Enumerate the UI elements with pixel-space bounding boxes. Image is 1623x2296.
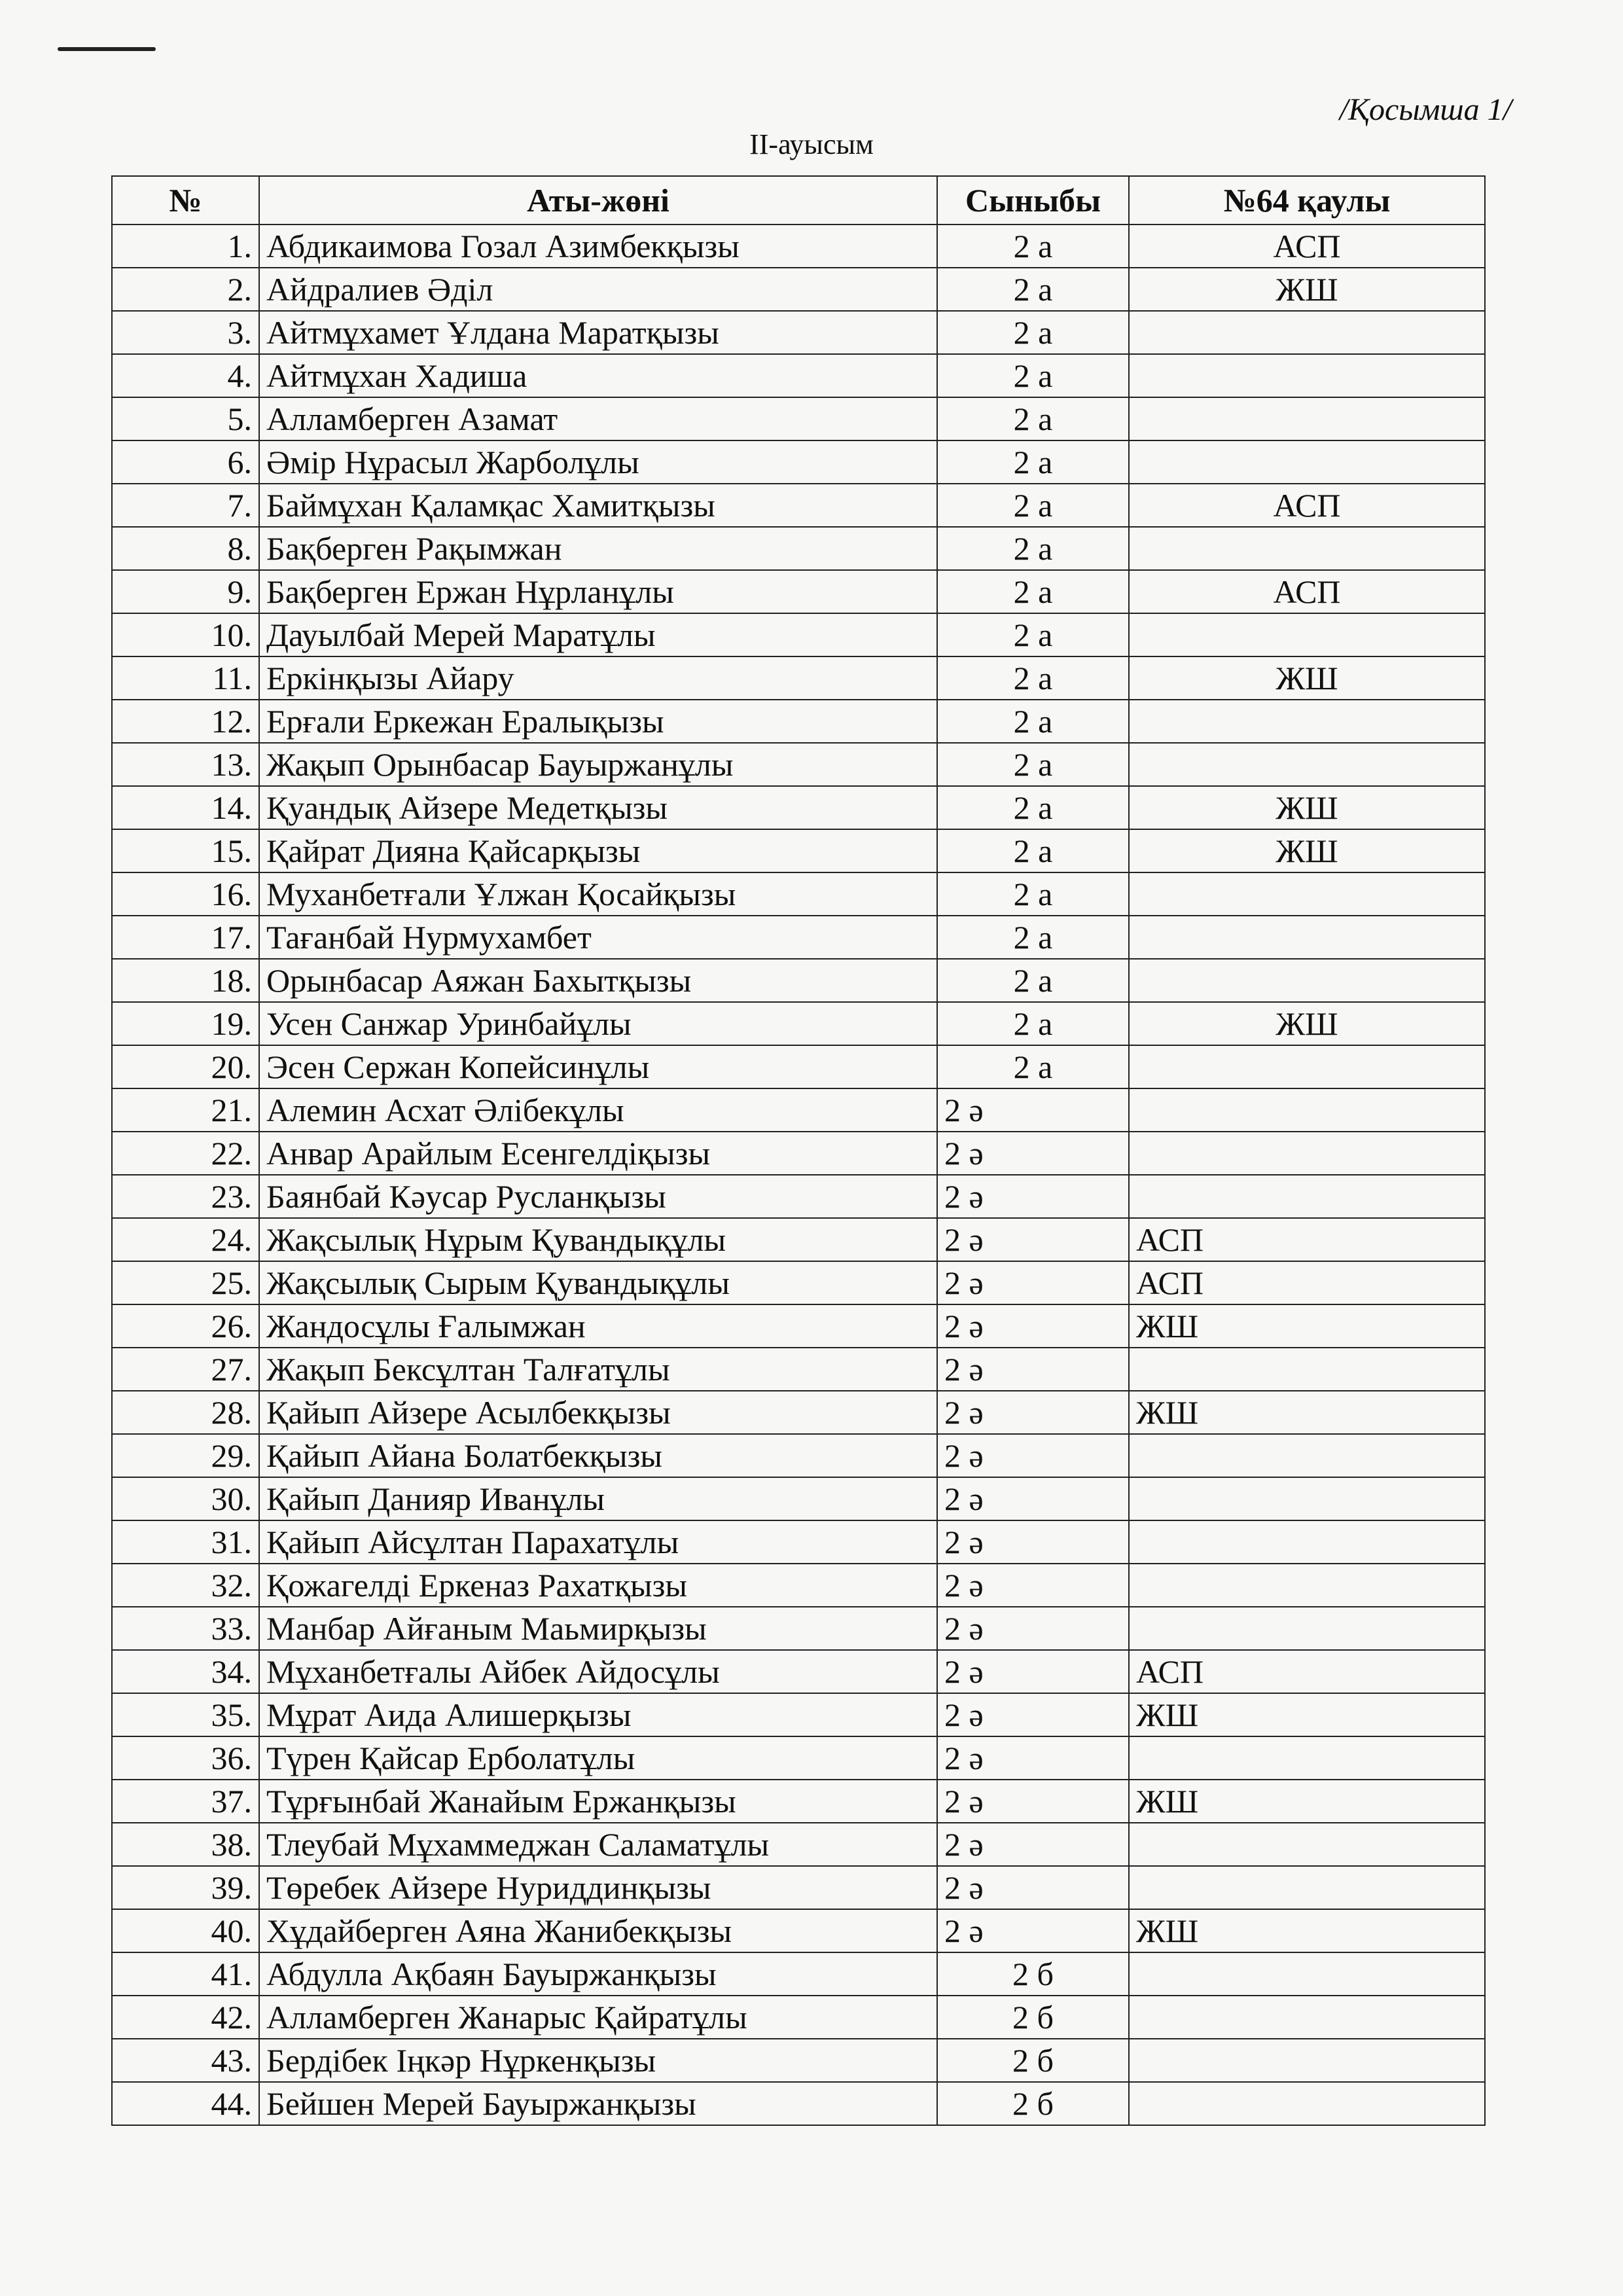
class-cell <box>937 1823 1129 1866</box>
row-number: 9. <box>112 570 259 613</box>
table-row <box>112 1736 1485 1780</box>
class-cell <box>937 1564 1129 1607</box>
resolution-cell <box>1129 1304 1485 1348</box>
class-cell <box>937 872 1129 916</box>
row-number: 3. <box>112 311 259 354</box>
resolution-cell <box>1129 1391 1485 1434</box>
student-name: Алламберген Жанарыс Қайратұлы <box>259 1996 937 2039</box>
resolution-cell <box>1129 1736 1485 1780</box>
table-row <box>112 1132 1485 1175</box>
class-value: 2 а <box>1013 962 1053 999</box>
student-name: Қайып Айзере Асылбекқызы <box>259 1391 937 1434</box>
class-value: 2 ә <box>944 1912 984 1949</box>
table-row <box>112 829 1485 872</box>
student-name: Бақберген Ержан Нұрланұлы <box>259 570 937 613</box>
resolution-value: АСП <box>1136 1221 1204 1258</box>
row-number: 19. <box>112 1002 259 1045</box>
resolution-cell <box>1129 1952 1485 1996</box>
table-row <box>112 1520 1485 1564</box>
class-cell <box>937 397 1129 440</box>
class-cell <box>937 1996 1129 2039</box>
table-row <box>112 1175 1485 1218</box>
class-value: 2 а <box>1013 271 1053 308</box>
row-number: 39. <box>112 1866 259 1909</box>
resolution-cell <box>1129 656 1485 700</box>
table-row <box>112 268 1485 311</box>
row-number: 38. <box>112 1823 259 1866</box>
row-number: 26. <box>112 1304 259 1348</box>
table-header-row <box>112 176 1485 224</box>
class-cell <box>937 743 1129 786</box>
student-name: Айтмұхан Хадиша <box>259 354 937 397</box>
resolution-value: ЖШ <box>1136 1912 1199 1949</box>
table-row <box>112 224 1485 268</box>
student-name: Қайып Данияр Иванұлы <box>259 1477 937 1520</box>
class-value: 2 а <box>1013 314 1053 351</box>
class-value: 2 ә <box>944 1653 984 1690</box>
table-row <box>112 1607 1485 1650</box>
resolution-cell <box>1129 2039 1485 2082</box>
row-number: 10. <box>112 613 259 656</box>
table-row <box>112 527 1485 570</box>
row-number: 7. <box>112 484 259 527</box>
resolution-cell <box>1129 1348 1485 1391</box>
class-value: 2 ә <box>944 1740 984 1776</box>
resolution-cell <box>1129 872 1485 916</box>
row-number: 13. <box>112 743 259 786</box>
table-row <box>112 2082 1485 2125</box>
resolution-cell <box>1129 311 1485 354</box>
class-cell <box>937 1002 1129 1045</box>
class-cell <box>937 1477 1129 1520</box>
row-number: 8. <box>112 527 259 570</box>
student-name: Мұрат Аида Алишерқызы <box>259 1693 937 1736</box>
row-number: 12. <box>112 700 259 743</box>
class-value: 2 ә <box>944 1524 984 1560</box>
class-cell <box>937 354 1129 397</box>
resolution-cell <box>1129 1780 1485 1823</box>
class-cell <box>937 1175 1129 1218</box>
student-name: Абдулла Ақбаян Бауыржанқызы <box>259 1952 937 1996</box>
student-name: Эсен Сержан Копейсинұлы <box>259 1045 937 1088</box>
class-value: 2 а <box>1013 401 1053 437</box>
table-row <box>112 743 1485 786</box>
resolution-value: ЖШ <box>1275 833 1338 869</box>
class-value: 2 а <box>1013 357 1053 394</box>
class-value: 2 б <box>1012 2085 1054 2122</box>
table-row <box>112 1304 1485 1348</box>
class-cell <box>937 1952 1129 1996</box>
resolution-cell <box>1129 1996 1485 2039</box>
row-number: 31. <box>112 1520 259 1564</box>
class-value: 2 а <box>1013 1005 1053 1042</box>
resolution-cell <box>1129 2082 1485 2125</box>
resolution-cell <box>1129 1261 1485 1304</box>
table-row <box>112 354 1485 397</box>
row-number: 36. <box>112 1736 259 1780</box>
student-name: Қуандық Айзере Медетқызы <box>259 786 937 829</box>
table-row <box>112 484 1485 527</box>
student-name: Дауылбай Мерей Маратұлы <box>259 613 937 656</box>
class-value: 2 ә <box>944 1826 984 1863</box>
table-row <box>112 1952 1485 1996</box>
class-value: 2 а <box>1013 487 1053 524</box>
table-row <box>112 613 1485 656</box>
student-table <box>111 175 1486 2126</box>
table-row <box>112 1823 1485 1866</box>
table-row <box>112 1348 1485 1391</box>
student-name: Әмір Нұрасыл Жарболұлы <box>259 440 937 484</box>
student-name: Жақсылық Сырым Қувандықұлы <box>259 1261 937 1304</box>
resolution-cell <box>1129 786 1485 829</box>
class-value: 2 а <box>1013 789 1053 826</box>
table-row <box>112 1780 1485 1823</box>
table-row <box>112 786 1485 829</box>
student-name: Қожагелді Еркеназ Рахатқызы <box>259 1564 937 1607</box>
row-number: 37. <box>112 1780 259 1823</box>
row-number: 28. <box>112 1391 259 1434</box>
resolution-value: ЖШ <box>1136 1394 1199 1431</box>
class-cell <box>937 1909 1129 1952</box>
row-number: 15. <box>112 829 259 872</box>
class-cell <box>937 1045 1129 1088</box>
resolution-value: ЖШ <box>1275 660 1338 696</box>
student-name: Жандосұлы Ғалымжан <box>259 1304 937 1348</box>
row-number: 11. <box>112 656 259 700</box>
row-number: 42. <box>112 1996 259 2039</box>
table-row <box>112 959 1485 1002</box>
student-name: Жақсылық Нұрым Қувандықұлы <box>259 1218 937 1261</box>
class-cell <box>937 613 1129 656</box>
resolution-cell <box>1129 1564 1485 1607</box>
resolution-value: АСП <box>1273 573 1341 610</box>
class-cell <box>937 440 1129 484</box>
resolution-value: АСП <box>1273 487 1341 524</box>
table-row <box>112 1693 1485 1736</box>
student-name: Бердібек Іңкәр Нұркенқызы <box>259 2039 937 2082</box>
table-row <box>112 1002 1485 1045</box>
student-name: Қайып Айана Болатбекқызы <box>259 1434 937 1477</box>
class-value: 2 а <box>1013 919 1053 956</box>
class-value: 2 ә <box>944 1308 984 1344</box>
class-value: 2 ә <box>944 1696 984 1733</box>
class-cell <box>937 1650 1129 1693</box>
resolution-cell <box>1129 354 1485 397</box>
student-name: Қайып Айсұлтан Парахатұлы <box>259 1520 937 1564</box>
row-number: 22. <box>112 1132 259 1175</box>
table-row <box>112 440 1485 484</box>
class-value: 2 ә <box>944 1567 984 1604</box>
student-name: Бақберген Рақымжан <box>259 527 937 570</box>
table-row <box>112 656 1485 700</box>
table-row <box>112 700 1485 743</box>
row-number: 2. <box>112 268 259 311</box>
row-number: 24. <box>112 1218 259 1261</box>
student-name: Алламберген Азамат <box>259 397 937 440</box>
student-name: Мұханбетғалы Айбек Айдосұлы <box>259 1650 937 1693</box>
table-row <box>112 570 1485 613</box>
class-cell <box>937 916 1129 959</box>
class-value: 2 а <box>1013 703 1053 740</box>
class-cell <box>937 829 1129 872</box>
table-row <box>112 872 1485 916</box>
student-name: Тағанбай Нурмухамбет <box>259 916 937 959</box>
row-number: 25. <box>112 1261 259 1304</box>
class-value: 2 ә <box>944 1351 984 1388</box>
resolution-cell <box>1129 268 1485 311</box>
resolution-cell <box>1129 1650 1485 1693</box>
class-value: 2 ә <box>944 1480 984 1517</box>
class-value: 2 ә <box>944 1178 984 1215</box>
row-number: 4. <box>112 354 259 397</box>
class-value: 2 б <box>1012 2042 1054 2079</box>
resolution-value: ЖШ <box>1136 1696 1199 1733</box>
row-number: 14. <box>112 786 259 829</box>
class-cell <box>937 656 1129 700</box>
row-number: 33. <box>112 1607 259 1650</box>
resolution-value: ЖШ <box>1275 1005 1338 1042</box>
student-name: Абдикаимова Гозал Азимбекқызы <box>259 224 937 268</box>
class-cell <box>937 1607 1129 1650</box>
class-cell <box>937 786 1129 829</box>
student-name: Хұдайберген Аяна Жанибекқызы <box>259 1909 937 1952</box>
resolution-cell <box>1129 440 1485 484</box>
resolution-cell <box>1129 1045 1485 1088</box>
student-name: Баянбай Кәусар Русланқызы <box>259 1175 937 1218</box>
resolution-cell <box>1129 1520 1485 1564</box>
col-header-number: № <box>112 176 259 224</box>
class-value: 2 ә <box>944 1221 984 1258</box>
student-name: Жақып Орынбасар Бауыржанұлы <box>259 743 937 786</box>
student-name: Манбар Айғаным Маьмирқызы <box>259 1607 937 1650</box>
class-cell <box>937 2082 1129 2125</box>
resolution-value: ЖШ <box>1275 271 1338 308</box>
appendix-label: /Қосымша 1/ <box>1339 92 1512 127</box>
class-value: 2 а <box>1013 876 1053 912</box>
resolution-cell <box>1129 1175 1485 1218</box>
resolution-cell <box>1129 743 1485 786</box>
class-cell <box>937 1736 1129 1780</box>
table-row <box>112 1391 1485 1434</box>
class-cell <box>937 1780 1129 1823</box>
resolution-cell <box>1129 527 1485 570</box>
student-name: Баймұхан Қаламқас Хамитқызы <box>259 484 937 527</box>
resolution-value: АСП <box>1136 1653 1204 1690</box>
row-number: 16. <box>112 872 259 916</box>
class-cell <box>937 2039 1129 2082</box>
row-number: 44. <box>112 2082 259 2125</box>
student-name: Қайрат Дияна Қайсарқызы <box>259 829 937 872</box>
table-row <box>112 916 1485 959</box>
class-cell <box>937 268 1129 311</box>
row-number: 43. <box>112 2039 259 2082</box>
table-row <box>112 311 1485 354</box>
resolution-value: ЖШ <box>1136 1783 1199 1820</box>
table-row <box>112 1866 1485 1909</box>
table-row <box>112 1218 1485 1261</box>
resolution-cell <box>1129 570 1485 613</box>
class-cell <box>937 1693 1129 1736</box>
row-number: 1. <box>112 224 259 268</box>
resolution-cell <box>1129 1693 1485 1736</box>
class-value: 2 ә <box>944 1869 984 1906</box>
table-row <box>112 2039 1485 2082</box>
class-cell <box>937 1261 1129 1304</box>
student-name: Муханбетғали Ұлжан Қосайқызы <box>259 872 937 916</box>
resolution-cell <box>1129 484 1485 527</box>
class-value: 2 а <box>1013 1049 1053 1085</box>
class-value: 2 а <box>1013 746 1053 783</box>
class-cell <box>937 224 1129 268</box>
class-cell <box>937 570 1129 613</box>
student-name: Төребек Айзере Нуриддинқызы <box>259 1866 937 1909</box>
resolution-cell <box>1129 397 1485 440</box>
table-row <box>112 1909 1485 1952</box>
resolution-cell <box>1129 1607 1485 1650</box>
class-cell <box>937 1434 1129 1477</box>
row-number: 23. <box>112 1175 259 1218</box>
student-name: Анвар Арайлым Есенгелдіқызы <box>259 1132 937 1175</box>
class-value: 2 а <box>1013 617 1053 653</box>
student-name: Еркінқызы Айару <box>259 656 937 700</box>
class-value: 2 ә <box>944 1610 984 1647</box>
row-number: 40. <box>112 1909 259 1952</box>
shift-title: ІІ-ауысым <box>749 128 874 160</box>
row-number: 18. <box>112 959 259 1002</box>
resolution-value: АСП <box>1136 1265 1204 1301</box>
student-name: Түрен Қайсар Ерболатұлы <box>259 1736 937 1780</box>
class-value: 2 а <box>1013 444 1053 480</box>
class-cell <box>937 700 1129 743</box>
resolution-cell <box>1129 1088 1485 1132</box>
student-name: Ерғали Еркежан Ералықызы <box>259 700 937 743</box>
table-row <box>112 397 1485 440</box>
class-cell <box>937 1520 1129 1564</box>
resolution-cell <box>1129 1132 1485 1175</box>
row-number: 32. <box>112 1564 259 1607</box>
table-row <box>112 1261 1485 1304</box>
student-name: Жақып Бексұлтан Талғатұлы <box>259 1348 937 1391</box>
table-row <box>112 1650 1485 1693</box>
class-value: 2 ә <box>944 1265 984 1301</box>
col-header-class: Сыныбы <box>937 176 1129 224</box>
resolution-cell <box>1129 700 1485 743</box>
class-cell <box>937 959 1129 1002</box>
resolution-cell <box>1129 1909 1485 1952</box>
student-name: Тұрғынбай Жанайым Ержанқызы <box>259 1780 937 1823</box>
row-number: 20. <box>112 1045 259 1088</box>
col-header-name: Аты-жөні <box>259 176 937 224</box>
student-name: Усен Санжар Уринбайұлы <box>259 1002 937 1045</box>
table-row <box>112 1045 1485 1088</box>
table-row <box>112 1996 1485 2039</box>
resolution-value: ЖШ <box>1275 789 1338 826</box>
row-number: 21. <box>112 1088 259 1132</box>
class-value: 2 а <box>1013 833 1053 869</box>
class-value: 2 а <box>1013 530 1053 567</box>
student-name: Айтмұхамет Ұлдана Маратқызы <box>259 311 937 354</box>
class-cell <box>937 1088 1129 1132</box>
student-name: Орынбасар Аяжан Бахытқызы <box>259 959 937 1002</box>
class-cell <box>937 1866 1129 1909</box>
row-number: 41. <box>112 1952 259 1996</box>
row-number: 29. <box>112 1434 259 1477</box>
class-value: 2 ә <box>944 1394 984 1431</box>
class-value: 2 а <box>1013 660 1053 696</box>
class-value: 2 ә <box>944 1135 984 1172</box>
student-name: Алемин Асхат Әлібекұлы <box>259 1088 937 1132</box>
table-row <box>112 1564 1485 1607</box>
row-number: 6. <box>112 440 259 484</box>
class-cell <box>937 1391 1129 1434</box>
class-cell <box>937 484 1129 527</box>
resolution-cell <box>1129 1866 1485 1909</box>
class-cell <box>937 311 1129 354</box>
resolution-value: АСП <box>1273 228 1341 264</box>
table-row <box>112 1434 1485 1477</box>
class-value: 2 б <box>1012 1999 1054 2036</box>
class-value: 2 ә <box>944 1437 984 1474</box>
class-value: 2 б <box>1012 1956 1054 1992</box>
resolution-value: ЖШ <box>1136 1308 1199 1344</box>
row-number: 34. <box>112 1650 259 1693</box>
resolution-cell <box>1129 1477 1485 1520</box>
class-cell <box>937 1218 1129 1261</box>
class-cell <box>937 527 1129 570</box>
student-name: Тлеубай Мұхаммеджан Саламатұлы <box>259 1823 937 1866</box>
resolution-cell <box>1129 1823 1485 1866</box>
resolution-cell <box>1129 916 1485 959</box>
resolution-cell <box>1129 613 1485 656</box>
resolution-cell <box>1129 959 1485 1002</box>
class-cell <box>937 1132 1129 1175</box>
row-number: 27. <box>112 1348 259 1391</box>
class-value: 2 ә <box>944 1092 984 1128</box>
class-cell <box>937 1304 1129 1348</box>
scan-mark <box>58 47 156 51</box>
row-number: 35. <box>112 1693 259 1736</box>
class-value: 2 а <box>1013 573 1053 610</box>
resolution-cell <box>1129 1218 1485 1261</box>
resolution-cell <box>1129 224 1485 268</box>
student-name: Бейшен Мерей Бауыржанқызы <box>259 2082 937 2125</box>
class-value: 2 а <box>1013 228 1053 264</box>
col-header-resolution: №64 қаулы <box>1129 176 1485 224</box>
table-row <box>112 1477 1485 1520</box>
class-cell <box>937 1348 1129 1391</box>
table-row <box>112 1088 1485 1132</box>
row-number: 17. <box>112 916 259 959</box>
resolution-cell <box>1129 829 1485 872</box>
row-number: 5. <box>112 397 259 440</box>
student-name: Айдралиев Әділ <box>259 268 937 311</box>
class-value: 2 ә <box>944 1783 984 1820</box>
resolution-cell <box>1129 1002 1485 1045</box>
row-number: 30. <box>112 1477 259 1520</box>
resolution-cell <box>1129 1434 1485 1477</box>
